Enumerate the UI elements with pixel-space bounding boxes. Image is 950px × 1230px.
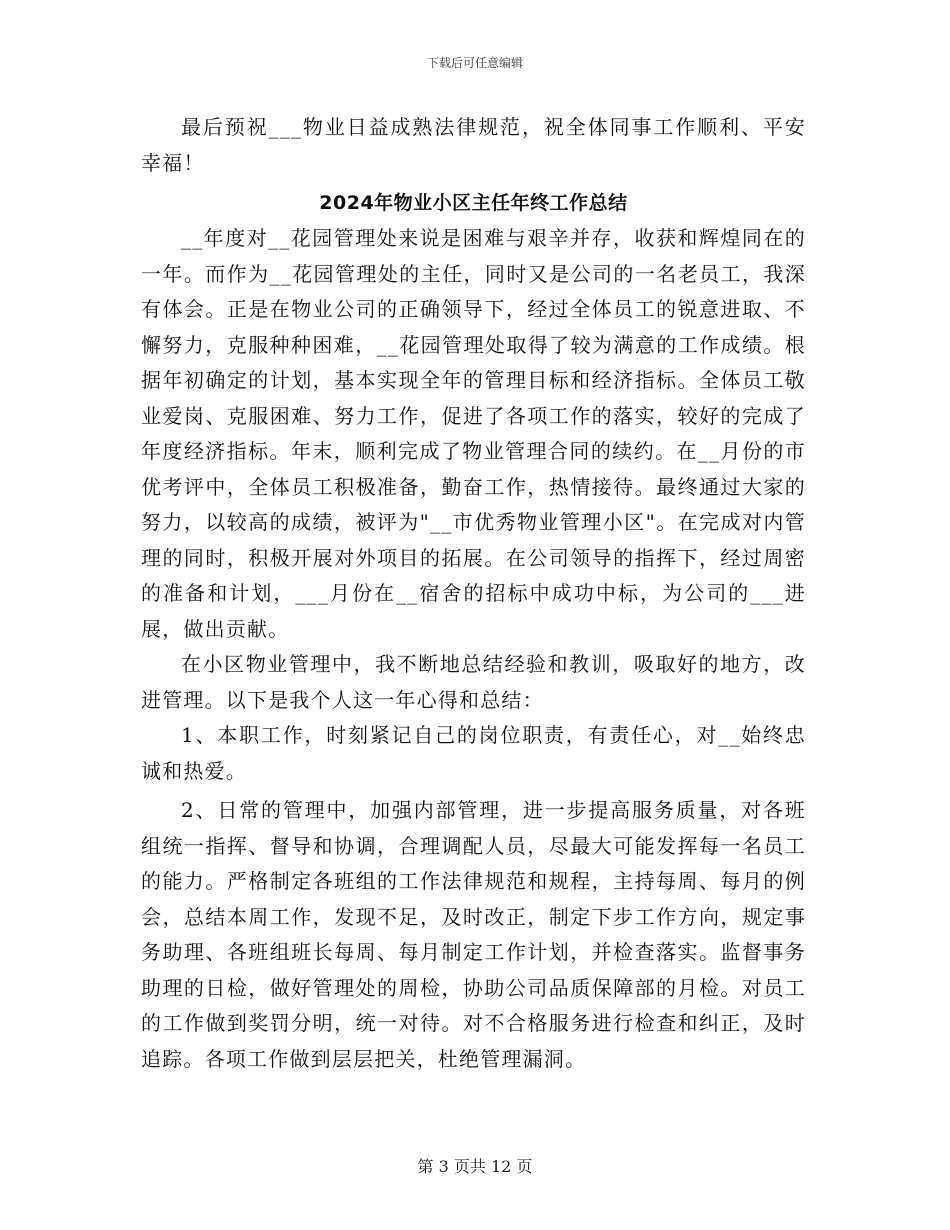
body-paragraph: 在小区物业管理中，我不断地总结经验和教训，吸取好的地方，改进管理。以下是我个人这一年心得和总结： [141,652,806,712]
body-paragraph: __年度对__花园管理处来说是困难与艰辛并存，收获和辉煌同在的一年。而作为__花园管理处的主任，同时又是公司的一名老员工，我深有体会。正是在物业公司的正确领导下，经过全体员工的锐意进取、不懈努力，克服种种困难，__花园管理处取得了较为满意的工作成绩。根据年初确定的计划，基本实现全年的管理目标和经济指标。全体员工敬业爱岗、克服困难、努力工作，促进了各项工作的落实，较好的完成了年度经济指标。年末，顺利完成了物业管理合同的续约。在__月份的市优考评中，全体员工积极准备，勤奋工作，热情接待。最终通过大家的努力，以较高的成绩，被评为"__市优秀物业管理小区"。在完成对内管理的同时，积极开展对外项目的拓展。在公司领导的指挥下，经过周密的准备和计划，___月份在__宿舍的招标中成功中标，为公司的___进展，做出贡献。 [141,226,806,641]
list-item: 1、本职工作，时刻紧记自己的岗位职责，有责任心，对__始终忠诚和热爱。 [141,723,806,783]
document-body [141,110,806,1077]
list-item: 2、日常的管理中，加强内部管理，进一步提高服务质量，对各班组统一指挥、督导和协调，合理调配人员，尽最大可能发挥每一名员工的能力。严格制定各班组的工作法律规范和规程，主持每周、每月的例会，总结本周工作，发现不足，及时改正，制定下步工作方向，规定事务助理、各班组班长每周、每月制定工作计划，并检查落实。监督事务助理的日检，做好管理处的周检，协助公司品质保障部的月检。对员工的工作做到奖罚分明，统一对待。对不合格服务进行检查和纠正，及时追踪。各项工作做到层层把关，杜绝管理漏洞。 [141,798,806,1071]
opening-paragraph: 最后预祝___物业日益成熟法律规范，祝全体同事工作顺利、平安幸福！ [141,115,806,175]
document-title: 2024年物业小区主任年终工作总结 [319,192,628,214]
page-header-note: 下载后可任意编辑 [426,56,523,70]
page-number: 第 3 页共 12 页 [417,1157,533,1176]
